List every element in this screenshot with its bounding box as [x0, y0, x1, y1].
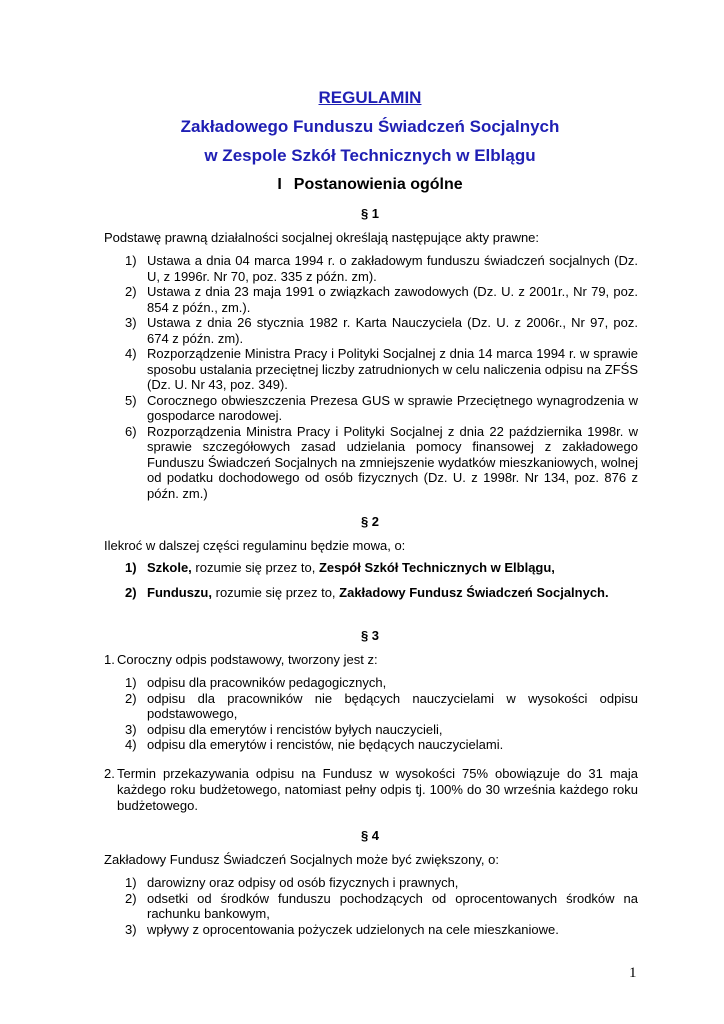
- list-item: 4) Rozporządzenie Ministra Pracy i Polityki Socjalnej z dnia 14 marca 1994 r. w sprawie sposobu ustalania przeciętnej liczby zatrudnionych w celu naliczenia odpisu na ZFŚS (Dz. U. Nr 43, poz. 349).: [125, 346, 638, 392]
- list-item: 1) Ustawa a dnia 04 marca 1994 r. o zakładowym funduszu świadczeń socjalnych (Dz. U, z 1996r. Nr 70, poz. 335 z późn. zm).: [125, 253, 638, 284]
- section-3-point-2: 2. Termin przekazywania odpisu na Fundusz w wysokości 75% obowiązuje do 31 maja każdego roku budżetowego, natomiast pełny odpis tj. 100% do 30 września każdego roku budżetowego.: [104, 766, 638, 813]
- list-item: 2) odsetki od środków funduszu pochodzących od oprocentowanych środków na rachunku bankowym,: [125, 890, 638, 921]
- section-4-list: [104, 875, 638, 937]
- definition-item-school: 1) Szkole, rozumie się przez to, Zespół Szkół Technicznych w Elblągu,: [125, 560, 555, 575]
- section-2-mark: § 2: [360, 514, 380, 529]
- section-4-intro: Zakładowy Fundusz Świadczeń Socjalnych może być zwiększony, o:: [104, 852, 499, 867]
- document-subtitle-school: w Zespole Szkół Technicznych w Elblągu: [204, 146, 536, 165]
- section-2-intro: Ilekroć w dalszej części regulaminu będzie mowa, o:: [104, 538, 406, 553]
- list-item: 6) Rozporządzenia Ministra Pracy i Polityki Socjalnej z dnia 22 października 1998r. w sprawie szczegółowych zasad udzielania pomocy finansowej z zakładowego Funduszu Świadczeń Socjalnych na zmniejszenie wydatków mieszkaniowych, wolnej od podatku dochodowego od osób fizycznych (Dz. U. z 1998r. Nr 134, poz. 876 z późn. zm.): [125, 423, 638, 501]
- list-item: 3) odpisu dla emerytów i rencistów byłych nauczycieli,: [125, 721, 443, 737]
- section-3-mark: § 3: [360, 628, 380, 643]
- chapter-title: Postanowienia ogólne: [293, 176, 463, 193]
- list-item: 3) wpływy z oprocentowania pożyczek udzielonych na cele mieszkaniowe.: [125, 921, 559, 937]
- list-item: 2) odpisu dla pracowników nie będących nauczycielami w wysokości odpisu podstawowego,: [125, 690, 638, 721]
- section-1-mark: § 1: [360, 206, 380, 221]
- section-3-point-1: 1. Coroczny odpis podstawowy, tworzony jest z:: [104, 652, 378, 667]
- section-1-intro: Podstawę prawną działalności socjalnej określają następujące akty prawne:: [104, 230, 540, 245]
- definition-item-fund: 2) Funduszu, rozumie się przez to, Zakładowy Fundusz Świadczeń Socjalnych.: [125, 585, 609, 600]
- document-title: REGULAMIN: [318, 88, 422, 107]
- section-1-list: [104, 253, 638, 501]
- list-item: 4) odpisu dla emerytów i rencistów, nie będących nauczycielami.: [125, 737, 504, 752]
- section-2-list: [104, 560, 638, 610]
- chapter-number: I: [277, 176, 282, 193]
- list-item: 1) darowizny oraz odpisy od osób fizycznych i prawnych,: [125, 875, 459, 890]
- list-item: 2) Ustawa z dnia 23 maja 1991 o związkach zawodowych (Dz. U. z 2001r., Nr 79, poz. 854 z późn., zm.).: [125, 284, 638, 315]
- page-number: 1: [629, 965, 637, 981]
- chapter-heading: [0, 175, 724, 195]
- section-4-mark: § 4: [360, 828, 380, 843]
- list-item: 5) Corocznego obwieszczenia Prezesa GUS w sprawie Przeciętnego wynagrodzenia w gospodarce narodowej.: [125, 392, 638, 423]
- list-item: 3) Ustawa z dnia 26 stycznia 1982 r. Karta Nauczyciela (Dz. U. z 2006r., Nr 97, poz. 674 z późn. zm).: [125, 315, 638, 346]
- list-item: 1) odpisu dla pracowników pedagogicznych,: [125, 675, 387, 690]
- section-3-list: [104, 675, 638, 753]
- document-subtitle-fund: Zakładowego Funduszu Świadczeń Socjalnych: [180, 117, 560, 136]
